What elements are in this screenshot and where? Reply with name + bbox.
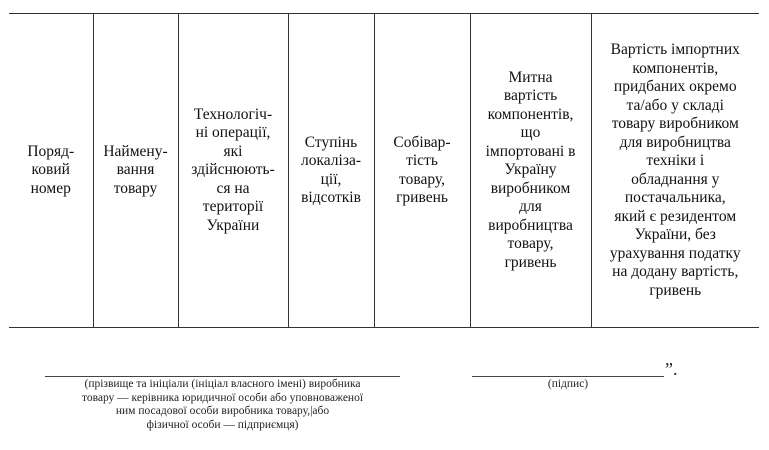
header-serial-number: Поряд- ковий номер — [9, 14, 93, 328]
signature-line — [472, 376, 664, 377]
header-technological-operations: Технологіч- ні операції, які здійснюють- ся на території України — [178, 14, 288, 328]
name-signature-line — [45, 376, 400, 377]
header-product-cost: Собівар- тість товару, гривень — [374, 14, 470, 328]
table-header-row — [9, 14, 759, 328]
header-customs-value: Митна вартість компонентів, що імпортовані в Україну виробником для виробництва товару, гривень — [470, 14, 591, 328]
header-imported-components-cost: Вартість імпортних компонентів, придбаних окремо та/або у складі товару виробником для виробництва техніки і обладнання у постачальника, який є резидентом України, без урахування податку на додану вартість, гривень — [591, 14, 759, 328]
header-product-name: Наймену- вання товару — [93, 14, 178, 328]
signature-caption: (підпис) — [547, 378, 589, 390]
closing-quote-mark: ”. — [665, 359, 678, 379]
header-localization-degree: Ступінь локаліза- ції, відсотків — [288, 14, 374, 328]
localization-table — [9, 13, 759, 328]
name-caption: (прізвище та ініціали (ініціал власного імені) виробника товару — керівника юридичної особи або уповноваженої ним посадової особи виробника товару,|або фізичної особи — підприємця) — [81, 378, 364, 431]
